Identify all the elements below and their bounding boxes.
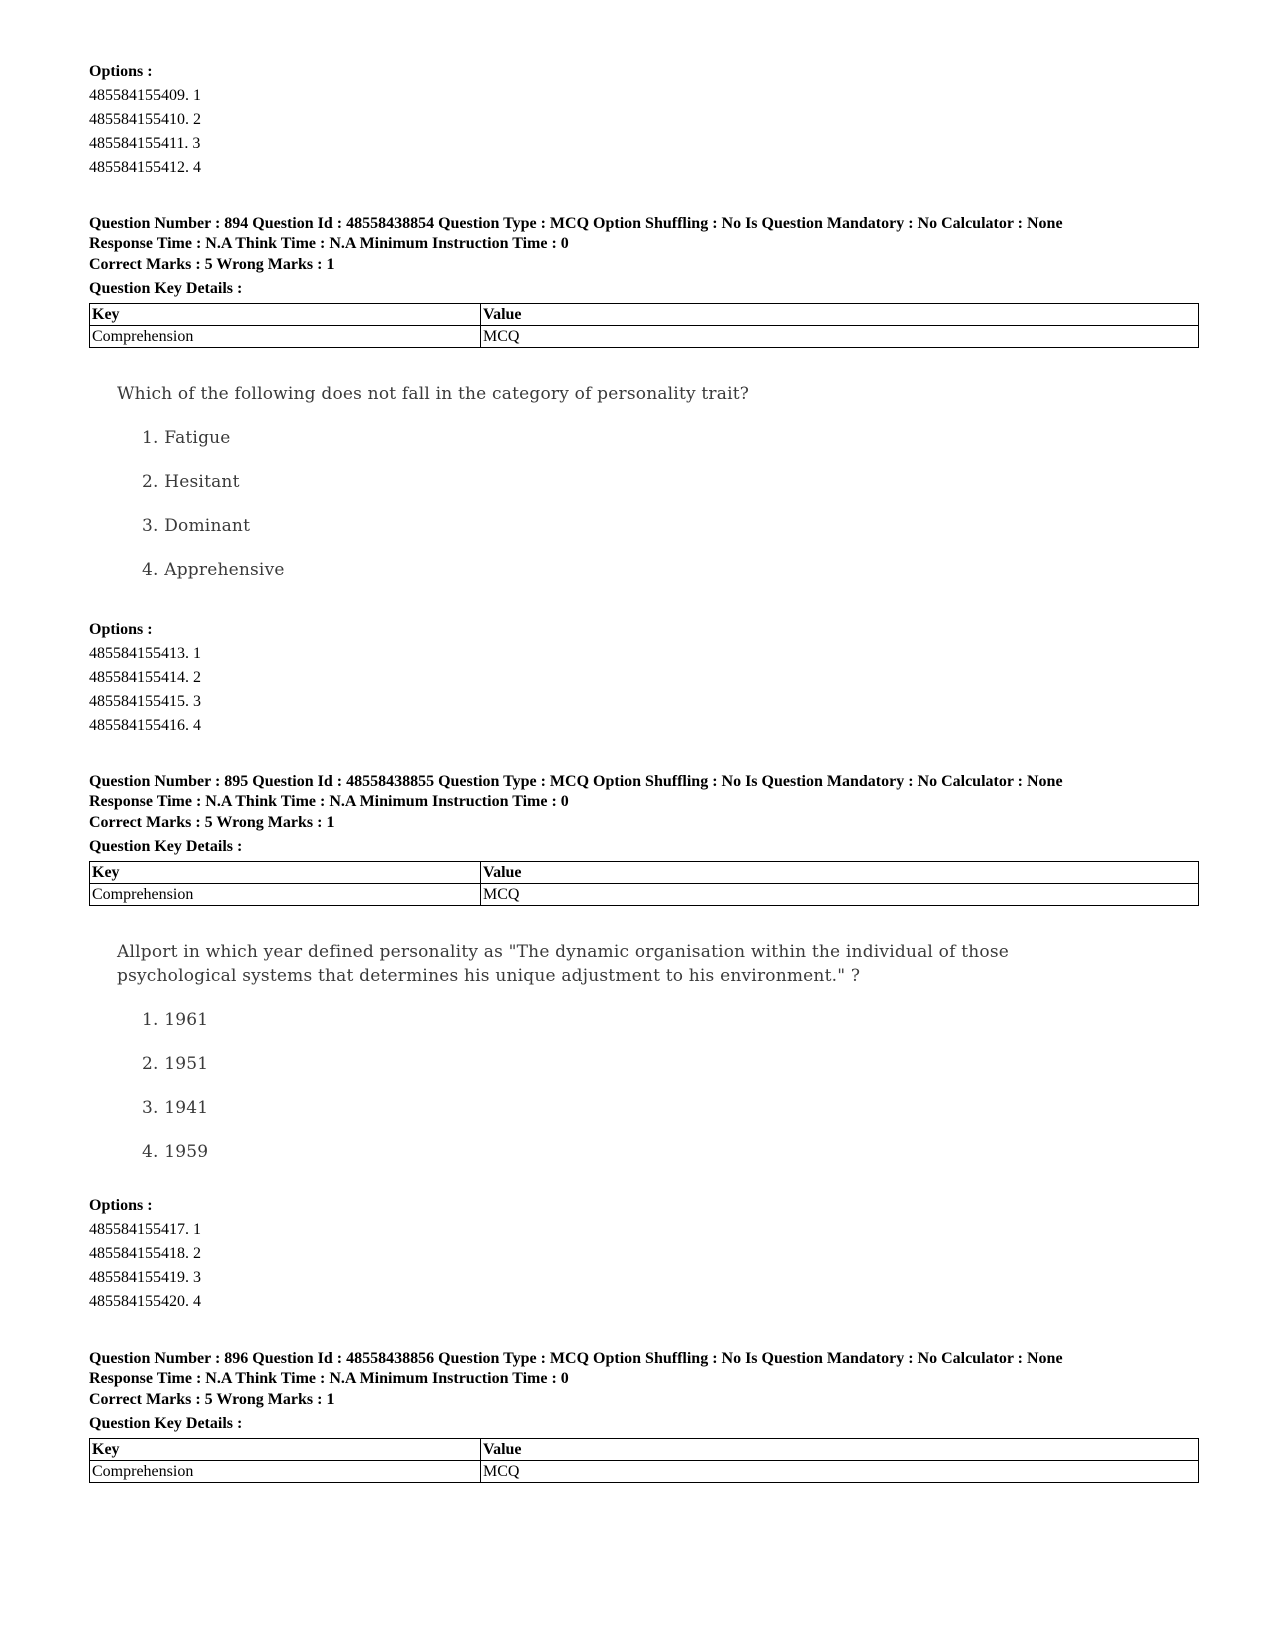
question-marks: Correct Marks : 5 Wrong Marks : 1 xyxy=(89,256,335,273)
options-block-894 xyxy=(89,618,201,738)
table-header-row xyxy=(90,1439,1199,1461)
key-details-table xyxy=(89,303,1199,348)
question-meta-line: Question Number : 894 Question Id : 48558438854 Question Type : MCQ Option Shuffling : No Is Question Mandatory : No Calculator : None xyxy=(89,215,1063,232)
question-option: 4. 1959 xyxy=(142,1142,209,1162)
table-header-row xyxy=(90,862,1199,884)
table-cell-key: Comprehension xyxy=(90,1461,481,1483)
question-text: psychological systems that determines his unique adjustment to his environment." ? xyxy=(117,966,861,986)
question-header-895 xyxy=(89,772,1199,906)
options-heading: Options : xyxy=(89,63,153,80)
question-option: 1. Fatigue xyxy=(142,428,231,448)
table-header-value: Value xyxy=(481,862,1199,884)
option-line: 485584155414. 2 xyxy=(89,669,201,686)
table-header-value: Value xyxy=(481,1439,1199,1461)
options-block-895 xyxy=(89,1194,201,1314)
key-details-label: Question Key Details : xyxy=(89,838,243,855)
table-cell-value: MCQ xyxy=(481,1461,1199,1483)
option-line: 485584155418. 2 xyxy=(89,1245,201,1262)
question-meta-line: Question Number : 895 Question Id : 48558438855 Question Type : MCQ Option Shuffling : No Is Question Mandatory : No Calculator : None xyxy=(89,773,1063,790)
options-heading: Options : xyxy=(89,621,153,638)
table-header-key: Key xyxy=(90,304,481,326)
question-option: 2. Hesitant xyxy=(142,472,240,492)
question-option: 1. 1961 xyxy=(142,1010,209,1030)
question-image-895 xyxy=(117,940,1009,1164)
table-cell-value: MCQ xyxy=(481,326,1199,348)
option-line: 485584155420. 4 xyxy=(89,1293,201,1310)
question-text: Allport in which year defined personality as "The dynamic organisation within the individual of those xyxy=(117,942,1010,962)
question-marks: Correct Marks : 5 Wrong Marks : 1 xyxy=(89,814,335,831)
key-details-label: Question Key Details : xyxy=(89,1415,243,1432)
table-cell-key: Comprehension xyxy=(90,884,481,906)
table-header-key: Key xyxy=(90,862,481,884)
question-header-894 xyxy=(89,214,1199,348)
question-timing-line: Response Time : N.A Think Time : N.A Minimum Instruction Time : 0 xyxy=(89,1370,569,1387)
table-header-value: Value xyxy=(481,304,1199,326)
table-cell-key: Comprehension xyxy=(90,326,481,348)
question-timing-line: Response Time : N.A Think Time : N.A Minimum Instruction Time : 0 xyxy=(89,235,569,252)
question-option: 3. 1941 xyxy=(142,1098,209,1118)
question-option: 4. Apprehensive xyxy=(142,560,285,580)
options-block-top xyxy=(89,60,201,180)
table-row xyxy=(90,326,1199,348)
option-line: 485584155417. 1 xyxy=(89,1221,201,1238)
table-header-row xyxy=(90,304,1199,326)
question-image-894 xyxy=(117,382,749,582)
key-details-table xyxy=(89,1438,1199,1483)
option-line: 485584155412. 4 xyxy=(89,159,201,176)
table-row xyxy=(90,1461,1199,1483)
option-line: 485584155411. 3 xyxy=(89,135,201,152)
question-option: 3. Dominant xyxy=(142,516,251,536)
question-header-896 xyxy=(89,1349,1199,1483)
option-line: 485584155419. 3 xyxy=(89,1269,201,1286)
question-text: Which of the following does not fall in the category of personality trait? xyxy=(117,384,750,404)
question-marks: Correct Marks : 5 Wrong Marks : 1 xyxy=(89,1391,335,1408)
question-meta-line: Question Number : 896 Question Id : 48558438856 Question Type : MCQ Option Shuffling : No Is Question Mandatory : No Calculator : None xyxy=(89,1350,1063,1367)
option-line: 485584155409. 1 xyxy=(89,87,201,104)
table-cell-value: MCQ xyxy=(481,884,1199,906)
option-line: 485584155413. 1 xyxy=(89,645,201,662)
key-details-label: Question Key Details : xyxy=(89,280,243,297)
table-row xyxy=(90,884,1199,906)
key-details-table xyxy=(89,861,1199,906)
question-timing-line: Response Time : N.A Think Time : N.A Minimum Instruction Time : 0 xyxy=(89,793,569,810)
option-line: 485584155410. 2 xyxy=(89,111,201,128)
option-line: 485584155416. 4 xyxy=(89,717,201,734)
options-heading: Options : xyxy=(89,1197,153,1214)
table-header-key: Key xyxy=(90,1439,481,1461)
question-option: 2. 1951 xyxy=(142,1054,209,1074)
option-line: 485584155415. 3 xyxy=(89,693,201,710)
